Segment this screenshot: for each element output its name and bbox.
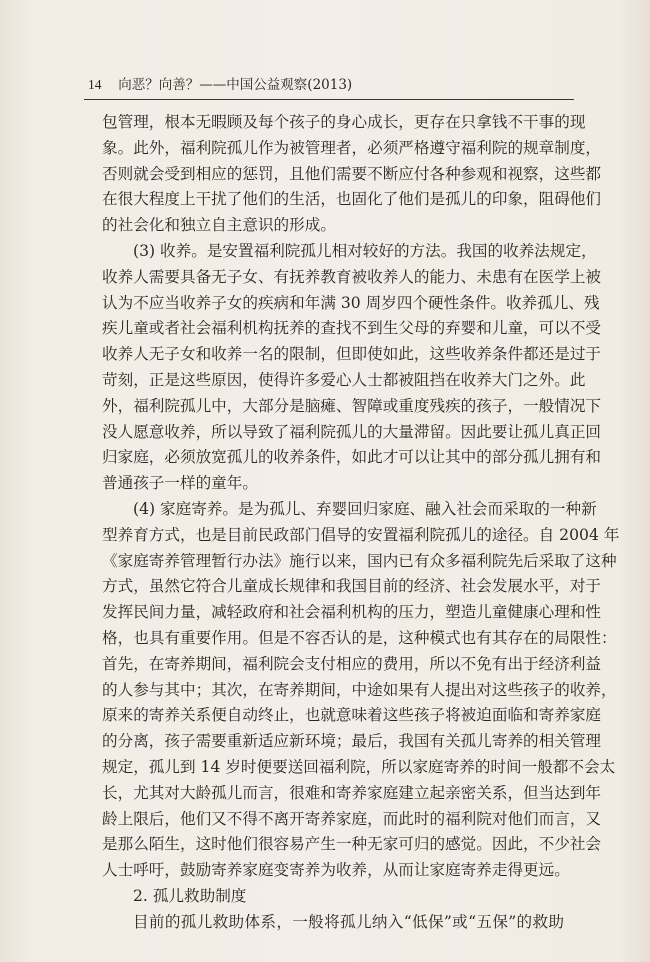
text-line: 人士呼吁，鼓励寄养家庭变寄养为收养，从而让家庭寄养走得更远。 xyxy=(102,861,570,880)
section-heading: 2. 孤儿救助制度 xyxy=(133,886,247,905)
text-line: 疾儿童或者社会福利机构抚养的查找不到生父母的弃婴和儿童，可以不受 xyxy=(102,319,602,338)
text-line: 归家庭，必须放宽孤儿的收养条件，如此才可以让其中的部分孤儿拥有和 xyxy=(102,448,602,467)
running-header xyxy=(88,75,568,99)
text-line: 象。此外，福利院孤儿作为被管理者，必须严格遵守福利院的规章制度， xyxy=(102,138,602,157)
text-line: 的分离，孩子需要重新适应新环境；最后，我国有关孤儿寄养的相关管理 xyxy=(102,732,602,751)
text-line: 否则就会受到相应的惩罚，且他们需要不断应付各种参观和视察，这些都 xyxy=(102,164,602,183)
text-line: 的人参与其中；其次，在寄养期间，中途如果有人提出对这些孩子的收养， xyxy=(102,680,617,699)
header-rule xyxy=(84,99,574,100)
text-line: 发挥民间力量，减轻政府和社会福利机构的压力，塑造儿童健康心理和性 xyxy=(102,603,602,622)
text-line: 没人愿意收养，所以导致了福利院孤儿的大量滞留。因此要让孤儿真正回 xyxy=(102,422,602,441)
text-line: 收养人需要具备无子女、有抚养教育被收养人的能力、未患有在医学上被 xyxy=(102,267,602,286)
text-line: 外，福利院孤儿中，大部分是脑瘫、智障或重度残疾的孩子，一般情况下 xyxy=(102,396,602,415)
text-line: 格，也具有重要作用。但是不容否认的是，这种模式也有其存在的局限性： xyxy=(102,628,617,647)
text-line: 方式，虽然它符合儿童成长规律和我国目前的经济、社会发展水平，对于 xyxy=(102,577,602,596)
text-line: (4) 家庭寄养。是为孤儿、弃婴回归家庭、融入社会而采取的一种新 xyxy=(133,499,597,518)
text-line: (3) 收养。是安置福利院孤儿相对较好的方法。我国的收养法规定， xyxy=(133,241,597,260)
text-line: 长，尤其对大龄孤儿而言，很难和寄养家庭建立起亲密关系，但当达到年 xyxy=(102,783,602,802)
text-line: 认为不应当收养子女的疾病和年满 30 周岁四个硬性条件。收养孤儿、残 xyxy=(102,293,600,312)
text-line: 目前的孤儿救助体系，一般将孤儿纳入“低保”或“五保”的救助 xyxy=(133,912,564,931)
text-line: 在很大程度上干扰了他们的生活，也固化了他们是孤儿的印象，阻碍他们 xyxy=(102,190,602,209)
text-line: 《家庭寄养管理暂行办法》施行以来，国内已有众多福利院先后采取了这种 xyxy=(102,551,617,570)
page-number: 14 xyxy=(88,77,102,92)
book-title: 向恶？向善？——中国公益观察(2013) xyxy=(118,77,353,93)
text-line: 普通孩子一样的童年。 xyxy=(102,474,258,493)
text-line: 首先，在寄养期间，福利院会支付相应的费用，所以不免有出于经济利益 xyxy=(102,654,602,673)
text-line: 收养人无子女和收养一名的限制，但即使如此，这些收养条件都还是过于 xyxy=(102,345,602,364)
text-line: 规定，孤儿到 14 岁时便要送回福利院，所以家庭寄养的时间一般都不会太 xyxy=(102,757,616,776)
text-line: 龄上限后，他们又不得不离开寄养家庭，而此时的福利院对他们而言，又 xyxy=(102,809,602,828)
text-line: 的社会化和独立自主意识的形成。 xyxy=(102,216,336,235)
body-text xyxy=(102,110,620,936)
text-line: 包管理，根本无暇顾及每个孩子的身心成长，更存在只拿钱不干事的现 xyxy=(102,113,586,131)
text-line: 是那么陌生，这时他们很容易产生一种无家可归的感觉。因此，不少社会 xyxy=(102,835,602,854)
text-line: 苛刻，正是这些原因，使得许多爱心人士都被阻挡在收养大门之外。此 xyxy=(102,370,586,389)
text-line: 原来的寄养关系便自动终止，也就意味着这些孩子将被迫面临和寄养家庭 xyxy=(102,706,602,725)
text-line: 型养育方式，也是目前民政部门倡导的安置福利院孤儿的途径。自 2004 年 xyxy=(102,525,620,544)
